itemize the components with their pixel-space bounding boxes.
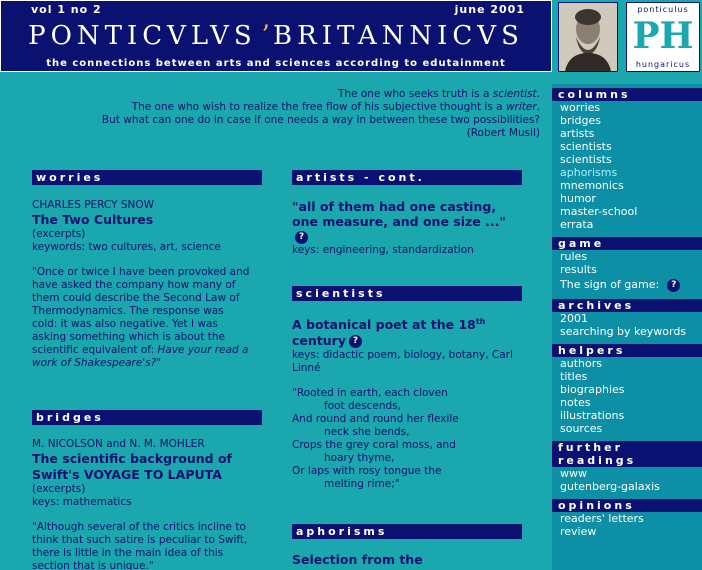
masthead[interactable]: [1, 19, 551, 53]
sidebar-item-titles[interactable]: titles: [560, 370, 588, 383]
poem-line: Crops the grey coral moss, and: [292, 439, 456, 452]
sidebar-item-artists[interactable]: artists: [560, 127, 595, 140]
poem-line: And round and round her flexile: [292, 413, 459, 426]
sidebar-nav: [552, 84, 702, 570]
sidebar-group-game: [552, 250, 702, 293]
masthead-separator: ʼ: [260, 21, 269, 51]
issue-date: june 2001: [454, 3, 525, 16]
sidebar-head-columns: columns: [552, 88, 702, 101]
article-author: M. NICOLSON and N. M. MOHLER: [32, 438, 205, 450]
article-excerpt: "Although several of the critics incline to think that such satire is peculiar to Swift, there is little in the main idea of this section that is unique.": [32, 521, 248, 570]
poem-excerpt: [292, 387, 516, 491]
section-head-worries[interactable]: worries: [32, 170, 262, 185]
quote-attribution: (Robert Musil): [466, 127, 540, 139]
help-icon[interactable]: ?: [295, 231, 308, 244]
article-title-link[interactable]: Selection from the: [292, 552, 423, 567]
sidebar-item-mnemonics[interactable]: mnemonics: [560, 179, 624, 192]
sidebar-group-opinions: [552, 512, 702, 538]
quote-line-1: The one who seeks truth is a scientist.: [338, 88, 540, 100]
article-title-link[interactable]: The scientific background of Swift's VOYAGE TO LAPUTA: [32, 451, 232, 482]
sidebar-head-game: game: [552, 237, 702, 250]
section-head-bridges[interactable]: bridges: [32, 410, 262, 425]
article-keywords: keys: mathematics: [32, 496, 132, 508]
issue-row: [11, 3, 541, 17]
sidebar-item-authors[interactable]: authors: [560, 357, 602, 370]
sidebar-head-opinions: opinions: [552, 499, 702, 512]
article-bridges: [32, 438, 264, 570]
sidebar-item-sources[interactable]: sources: [560, 422, 603, 435]
article-worries: [32, 199, 250, 370]
article-note: (excerpts): [32, 228, 86, 240]
portrait-icon: [559, 3, 617, 71]
article-aphorisms: [292, 552, 516, 568]
sidebar-group-columns: [552, 101, 702, 231]
article-scientists: [292, 314, 516, 491]
sidebar-item-master-school[interactable]: master-school: [560, 205, 638, 218]
sidebar-item-illustrations[interactable]: illustrations: [560, 409, 625, 422]
section-head-scientists[interactable]: scientists: [292, 286, 522, 301]
sidebar-item-notes[interactable]: notes: [560, 396, 591, 409]
article-author: CHARLES PERCY SNOW: [32, 199, 154, 211]
sidebar-item-scientists[interactable]: scientists: [560, 140, 612, 153]
section-head-aphorisms[interactable]: aphorisms: [292, 524, 522, 539]
poem-line: neck she bends,: [324, 426, 410, 439]
sidebar-item-gutenberg-galaxis[interactable]: gutenberg-galaxis: [560, 480, 660, 493]
sidebar-head-further-readings: further readings: [552, 441, 702, 467]
help-icon[interactable]: ?: [667, 279, 680, 292]
sidebar-head-helpers: helpers: [552, 344, 702, 357]
poem-line: melting rime;": [324, 478, 400, 491]
article-keywords: keys: didactic poem, biology, botany, Carl Linné: [292, 349, 513, 375]
sidebar-item-scientists[interactable]: scientists: [560, 153, 612, 166]
sidebar-group-helpers: [552, 357, 702, 435]
poem-line: foot descends,: [324, 400, 401, 413]
article-keywords: keywords: two cultures, art, science: [32, 241, 221, 253]
sidebar-item-readers-letters[interactable]: readers' letters: [560, 512, 644, 525]
sidebar-head-archives: archives: [552, 299, 702, 312]
sidebar-item-2001[interactable]: 2001: [560, 312, 588, 325]
masthead-right: BRITANNICVS: [272, 21, 524, 51]
masthead-left: PONTICVLVS: [28, 21, 257, 51]
poem-line: "Rooted in earth, each cloven: [292, 387, 448, 400]
article-title-link[interactable]: The Two Cultures: [32, 212, 154, 227]
article-excerpt: "Once or twice I have been provoked and have asked the company how many of them could describe the Second Law of Thermodynamics. The response was cold: it was also negative. Yet I was asking something which is about the scientific equivalent of: Have your read a work of Shakespeare's?": [32, 266, 250, 369]
article-title-link[interactable]: A botanical poet at the 18th century ?: [292, 317, 486, 349]
sidebar-item-humor[interactable]: humor: [560, 192, 596, 205]
tagline: the connections between arts and sciences according to edutainment: [46, 58, 506, 69]
sidebar-group-archives: [552, 312, 702, 338]
article-artists: [292, 199, 516, 257]
quote-line-3: But what can one do in case if one needs a way in between these two possibilities?: [101, 114, 540, 126]
author-portrait[interactable]: [558, 2, 618, 72]
quote-line-2: The one who wish to realize the free flow of his subjective thought is a writer.: [131, 101, 540, 113]
help-icon[interactable]: ?: [349, 335, 362, 348]
section-head-artists[interactable]: artists - cont.: [292, 170, 522, 185]
article-title-link[interactable]: "all of them had one casting, one measure, and one size ..."?: [292, 199, 506, 242]
musil-quote: [0, 88, 540, 140]
logo-mark: PH: [632, 15, 694, 57]
sidebar-item-results[interactable]: results: [560, 263, 597, 276]
sidebar-item-biographies[interactable]: biographies: [560, 383, 625, 396]
logo-top-text: ponticulus: [637, 5, 689, 14]
ponticulus-hungaricus-logo[interactable]: [626, 2, 700, 72]
sidebar-item-review[interactable]: review: [560, 525, 597, 538]
sidebar-item-rules[interactable]: rules: [560, 250, 588, 263]
poem-line: hoary thyme,: [324, 452, 395, 465]
sidebar-item-bridges[interactable]: bridges: [560, 114, 602, 127]
article-note: (excerpts): [32, 483, 86, 495]
poem-line: Or laps with rosy tongue the: [292, 465, 442, 478]
sidebar-item-sign-of-game[interactable]: The sign of game: ?: [552, 276, 702, 293]
sidebar-item-www[interactable]: www: [560, 467, 587, 480]
sidebar-item-searching-by-keywords[interactable]: searching by keywords: [560, 325, 687, 338]
logo-bottom-text: hungaricus: [635, 60, 691, 69]
sidebar-item-worries[interactable]: worries: [560, 101, 601, 114]
header-banner: [0, 0, 552, 72]
sidebar-item-aphorisms[interactable]: aphorisms: [560, 166, 618, 179]
sidebar-group-further-readings: [552, 467, 702, 493]
article-keywords: keys: engineering, standardization: [292, 244, 474, 256]
sidebar-item-errata[interactable]: errata: [560, 218, 594, 231]
issue-number: vol 1 no 2: [31, 3, 102, 16]
